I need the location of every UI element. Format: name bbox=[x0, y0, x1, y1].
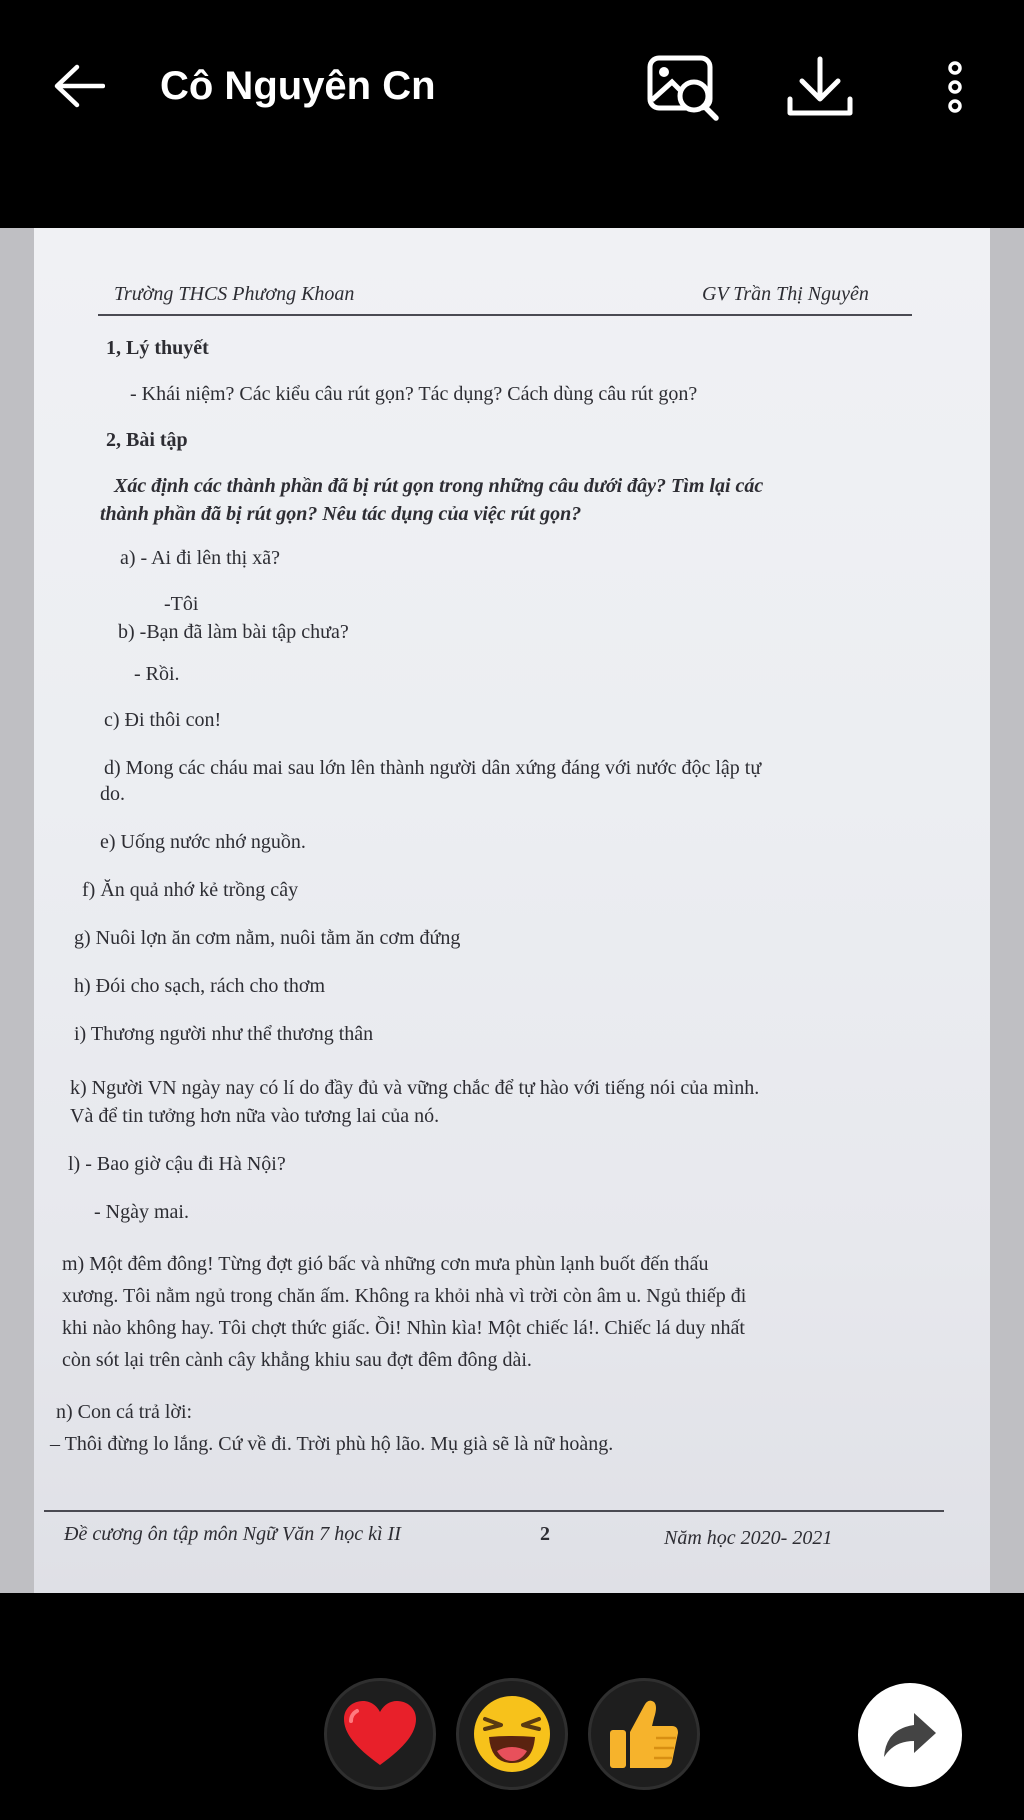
page-number: 2 bbox=[540, 1523, 550, 1545]
photo-viewer[interactable] bbox=[0, 228, 1024, 1593]
item-f: f) Ăn quả nhớ kẻ trồng cây bbox=[82, 879, 299, 901]
item-l-answer: - Ngày mai. bbox=[94, 1201, 189, 1223]
haha-reaction-button[interactable] bbox=[456, 1678, 568, 1790]
item-m-line-2: xương. Tôi nằm ngủ trong chăn ấm. Không ra khỏi nhà vì trời còn âm u. Ngủ thiếp đi bbox=[62, 1285, 747, 1307]
back-button[interactable] bbox=[48, 60, 110, 112]
section1-bullet: - Khái niệm? Các kiểu câu rút gọn? Tác dụng? Cách dùng câu rút gọn? bbox=[130, 383, 698, 405]
image-search-icon bbox=[646, 52, 722, 122]
instruction-line-1: Xác định các thành phần đã bị rút gọn trong những câu dưới đây? Tìm lại các bbox=[114, 475, 764, 497]
item-n-line-2: – Thôi đừng lo lắng. Cứ về đi. Trời phù hộ lão. Mụ già sẽ là nữ hoàng. bbox=[50, 1433, 614, 1455]
footer-rule bbox=[44, 1510, 944, 1512]
item-k-line-2: Và để tin tưởng hơn nữa vào tương lai của nó. bbox=[70, 1105, 440, 1127]
school-name: Trường THCS Phương Khoan bbox=[114, 283, 355, 305]
section1-title: 1, Lý thuyết bbox=[106, 337, 209, 359]
item-b-question: b) -Bạn đã làm bài tập chưa? bbox=[118, 621, 349, 643]
share-arrow-icon bbox=[880, 1709, 940, 1761]
footer-right: Năm học 2020- 2021 bbox=[664, 1527, 833, 1549]
item-c: c) Đi thôi con! bbox=[104, 709, 222, 731]
item-k-line-1: k) Người VN ngày nay có lí do đầy đủ và vững chắc để tự hào với tiếng nói của mình. bbox=[70, 1077, 760, 1099]
chat-title: Cô Nguyên Cn bbox=[160, 64, 436, 108]
like-reaction-button[interactable] bbox=[588, 1678, 700, 1790]
footer-left: Đề cương ôn tập môn Ngữ Văn 7 học kì II bbox=[64, 1523, 401, 1545]
image-search-button[interactable] bbox=[644, 52, 724, 122]
section2-title: 2, Bài tập bbox=[106, 429, 188, 451]
heart-icon bbox=[341, 1699, 419, 1769]
item-h: h) Đói cho sạch, rách cho thơm bbox=[74, 975, 326, 997]
download-icon bbox=[785, 55, 855, 119]
item-l-question: l) - Bao giờ cậu đi Hà Nội? bbox=[68, 1153, 286, 1175]
download-button[interactable] bbox=[782, 52, 858, 122]
header-rule bbox=[98, 314, 912, 316]
thumbs-up-icon bbox=[606, 1696, 682, 1772]
share-button[interactable] bbox=[858, 1683, 962, 1787]
item-a-question: a) - Ai đi lên thị xã? bbox=[120, 547, 280, 569]
top-bar bbox=[0, 0, 1024, 175]
item-i: i) Thương người như thể thương thân bbox=[74, 1023, 374, 1045]
item-e: e) Uống nước nhớ nguồn. bbox=[100, 831, 306, 853]
item-a-answer: -Tôi bbox=[164, 593, 199, 615]
back-arrow-icon bbox=[53, 64, 105, 108]
worksheet-paper bbox=[34, 228, 990, 1593]
teacher-name: GV Trần Thị Nguyên bbox=[702, 283, 869, 305]
more-vertical-icon bbox=[945, 61, 965, 113]
item-m-line-1: m) Một đêm đông! Từng đợt gió bấc và những cơn mưa phùn lạnh buốt đến thấu bbox=[62, 1253, 709, 1275]
instruction-line-2: thành phần đã bị rút gọn? Nêu tác dụng của việc rút gọn? bbox=[100, 503, 582, 525]
item-g: g) Nuôi lợn ăn cơm nằm, nuôi tằm ăn cơm đứng bbox=[74, 927, 461, 949]
item-n-line-1: n) Con cá trả lời: bbox=[56, 1401, 193, 1423]
more-options-button[interactable] bbox=[935, 52, 975, 122]
item-d-line-2: do. bbox=[100, 783, 125, 805]
item-m-line-3: khi nào không hay. Tôi chợt thức giấc. Ồi! Nhìn kìa! Một chiếc lá!. Chiếc lá duy nhất bbox=[62, 1317, 745, 1339]
item-b-answer: - Rồi. bbox=[134, 663, 180, 685]
laughing-emoji-icon bbox=[471, 1693, 553, 1775]
item-d-line-1: d) Mong các cháu mai sau lớn lên thành người dân xứng đáng với nước độc lập tự bbox=[104, 757, 762, 779]
item-m-line-4: còn sót lại trên cành cây khẳng khiu sau đợt đêm đông dài. bbox=[62, 1349, 532, 1371]
heart-reaction-button[interactable] bbox=[324, 1678, 436, 1790]
